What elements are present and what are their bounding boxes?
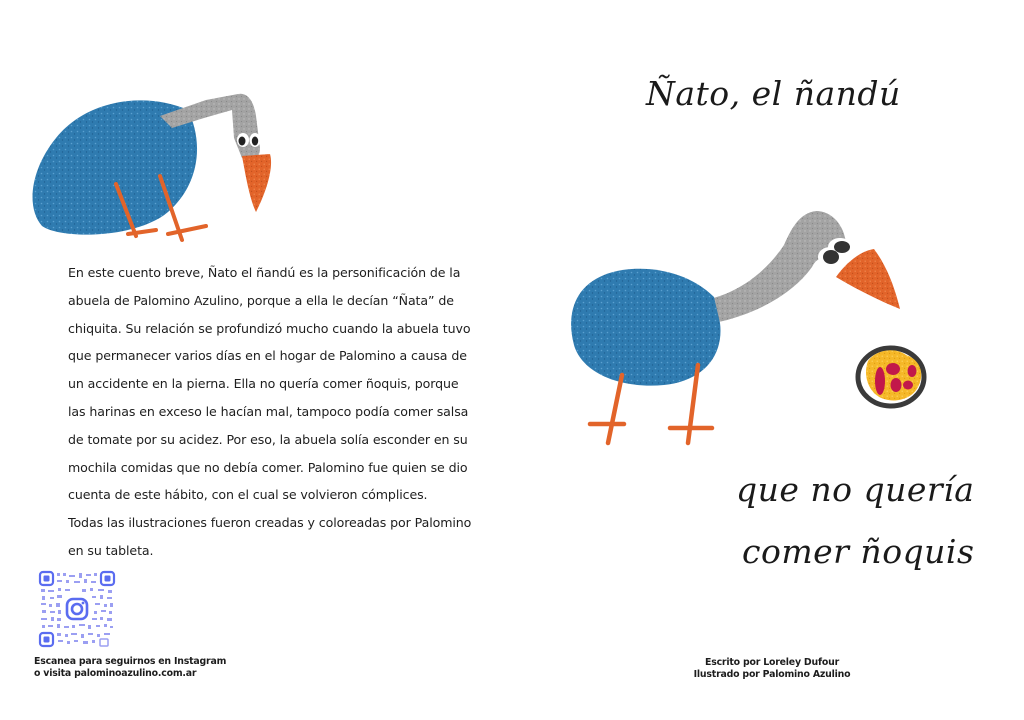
credit-author: Escrito por Loreley Dufour (704, 657, 840, 668)
description-line: mochila comidas que no debía comer. Palomino fue quien se dio (68, 459, 468, 475)
qr-caption-website[interactable]: o visita palominoazulino.com.ar (34, 667, 197, 679)
description-line: un accidente en la pierna. Ella no quería comer ñoquis, porque (68, 376, 459, 392)
description-line: las harinas en exceso le hacían mal, tampoco podía comer salsa (68, 403, 469, 419)
subtitle-line1: que no quería (736, 470, 975, 509)
qr-caption (34, 656, 226, 679)
book-title: Ñato, el ñandú (646, 74, 901, 113)
story-description (68, 259, 488, 565)
nandu-illustration-right (564, 205, 934, 450)
credit-illustrator: Ilustrado por Palomino Azulino (693, 668, 851, 680)
description-line: en su tableta. (68, 542, 154, 558)
description-line: cuenta de este hábito, con el cual se volvieron cómplices. (68, 487, 428, 503)
description-line: chiquita. Su relación se profundizó mucho cuando la abuela tuvo (68, 320, 471, 336)
description-line: En este cuento breve, Ñato el ñandú es la personificación de la (68, 265, 461, 280)
description-line: Todas las ilustraciones fueron creadas y coloreadas por Palomino (68, 515, 472, 531)
description-line: de tomate por su acidez. Por eso, la abuela solía esconder en su (68, 431, 468, 447)
credits (662, 657, 882, 680)
gnocchi-plate (858, 348, 924, 406)
instagram-qr-code[interactable] (38, 570, 116, 648)
description-line: que permanecer varios días en el hogar de Palomino a causa de (68, 348, 467, 364)
subtitle-line2: comer ñoquis (742, 532, 975, 571)
description-line: abuela de Palomino Azulino, porque a ella le decían “Ñata” de (68, 292, 454, 308)
qr-caption-line1: Escanea para seguirnos en Instagram (34, 656, 227, 667)
right-page (512, 0, 1024, 720)
nandu-illustration-left (28, 88, 288, 248)
